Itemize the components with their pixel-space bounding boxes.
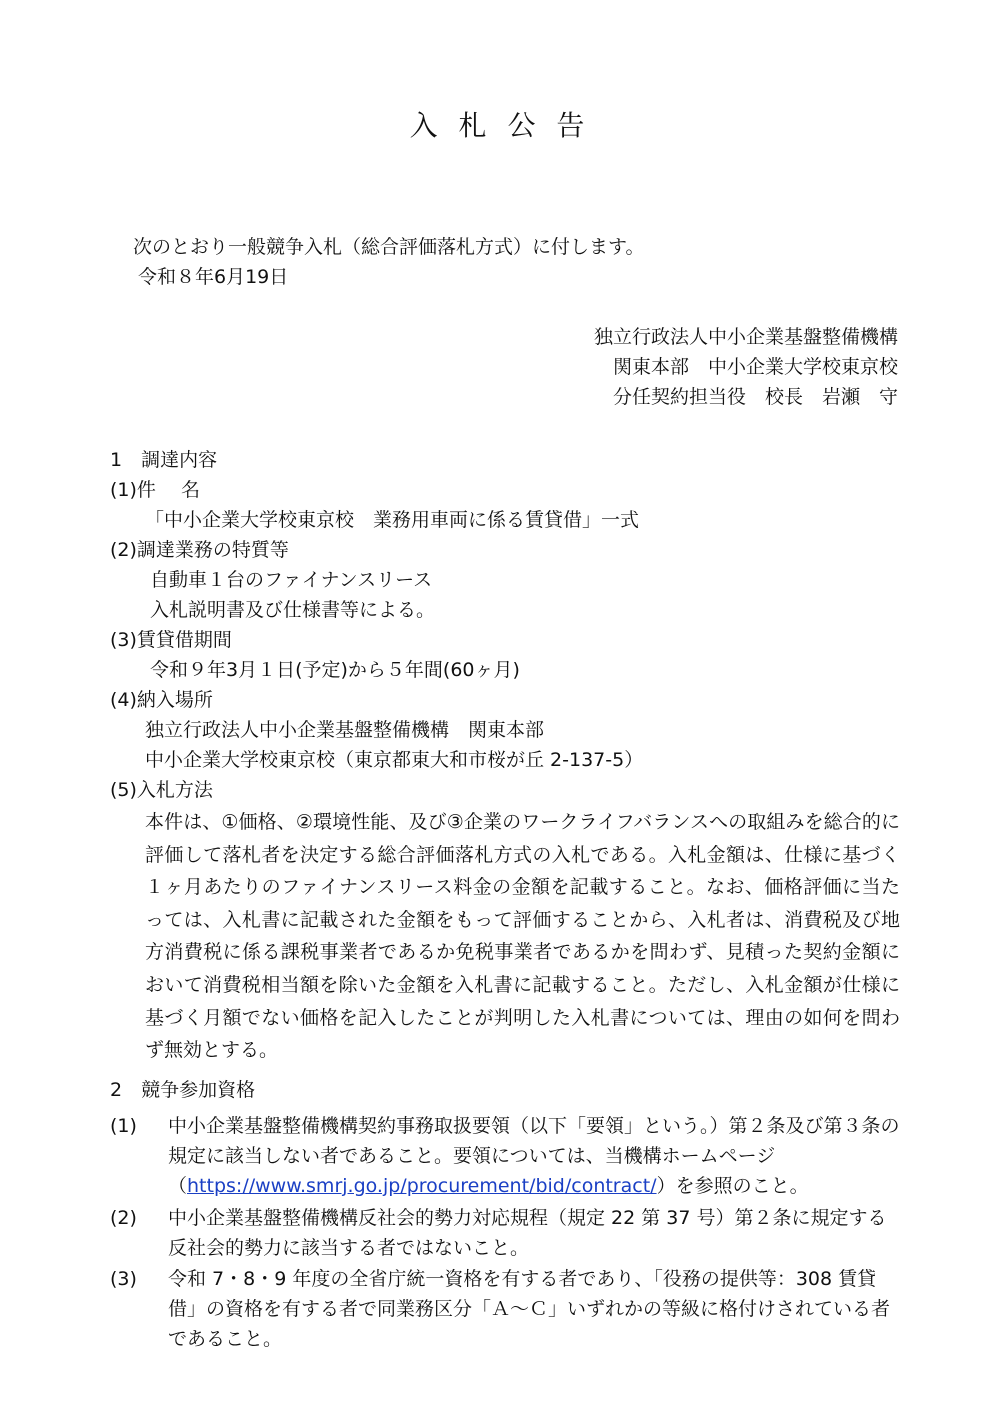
item5-label: (5)入札方法 xyxy=(110,779,213,801)
item4-label: (4)納入場所 xyxy=(110,689,213,711)
qual2-text: 中小企業基盤整備機構反社会的勢力対応規程（規定 22 第 37 号）第２条に規定する反社会的勢力に該当する者ではないこと。 xyxy=(168,1207,887,1259)
qual1-text xyxy=(168,1111,900,1201)
item2-line2: 入札説明書及び仕様書等による。 xyxy=(150,599,436,621)
issuer-org: 独立行政法人中小企業基盤整備機構 xyxy=(593,326,898,348)
item2-label: (2)調達業務の特質等 xyxy=(110,539,289,561)
section2-heading: 2 競争参加資格 xyxy=(110,1079,256,1101)
qual2-number: (2) xyxy=(110,1207,137,1229)
qual1-text-b: ）を参照のこと。 xyxy=(656,1175,809,1197)
item5-text: 本件は、①価格、②環境性能、及び③企業のワークライフバランスへの取組みを総合的に評価して落札者を決定する総合評価落札方式の入札である。入札金額は、仕様に基づく１ヶ月あたりのファイナンスリース料金の金額を記載すること。なお、価格評価に当たっては、入札書に記載された金額をもって評価することから、入札者は、消費税及び地方消費税に係る課税事業者であるか免税事業者であるかを問わず、見積った契約金額において消費税相当額を除いた金額を入札書に記載すること。ただし、入札金額が仕様に基づく月額でない価格を記入したことが判明した入札書については、理由の如何を問わず無効とする。 xyxy=(145,811,900,1062)
qual1-number: (1) xyxy=(110,1115,137,1137)
item1-value: 「中小企業大学校東京校 業務用車両に係る賃貸借」一式 xyxy=(145,509,640,531)
item3-value: 令和９年3月１日(予定)から５年間(60ヶ月) xyxy=(150,659,520,681)
qual3-text: 令和 7・8・9 年度の全省庁統一資格を有する者であり、「役務の提供等：308 賃貸借」の資格を有する者で同業務区分「Ａ～Ｃ」いずれかの等級に格付けされている者であること。 xyxy=(168,1268,891,1350)
qual1-text-a: 中小企業基盤整備機構契約事務取扱要領（以下「要領」という。）第２条及び第３条の規定に該当しない者であること。要領については、当機構ホームページ（ xyxy=(168,1115,900,1197)
page-title: 入 札 公 告 xyxy=(409,109,591,142)
issuer-dept: 関東本部 中小企業大学校東京校 xyxy=(612,356,898,378)
issuer-person: 分任契約担当役 校長 岩瀬 守 xyxy=(612,386,898,408)
intro-text: 次のとおり一般競争入札（総合評価落札方式）に付します。 xyxy=(133,236,645,258)
item3-label: (3)賃貸借期間 xyxy=(110,629,232,651)
item1-label: (1)件 名 xyxy=(110,479,200,501)
section1-heading: 1 調達内容 xyxy=(110,449,218,471)
qual3-number: (3) xyxy=(110,1268,137,1290)
notice-date: 令和８年6月19日 xyxy=(138,266,289,288)
contract-rules-link[interactable]: https://www.smrj.go.jp/procurement/bid/contract/ xyxy=(187,1175,657,1197)
item4-line2: 中小企業大学校東京校（東京都東大和市桜が丘 2-137-5） xyxy=(145,749,644,771)
item2-line1: 自動車１台のファイナンスリース xyxy=(150,569,433,591)
item4-line1: 独立行政法人中小企業基盤整備機構 関東本部 xyxy=(145,719,545,741)
